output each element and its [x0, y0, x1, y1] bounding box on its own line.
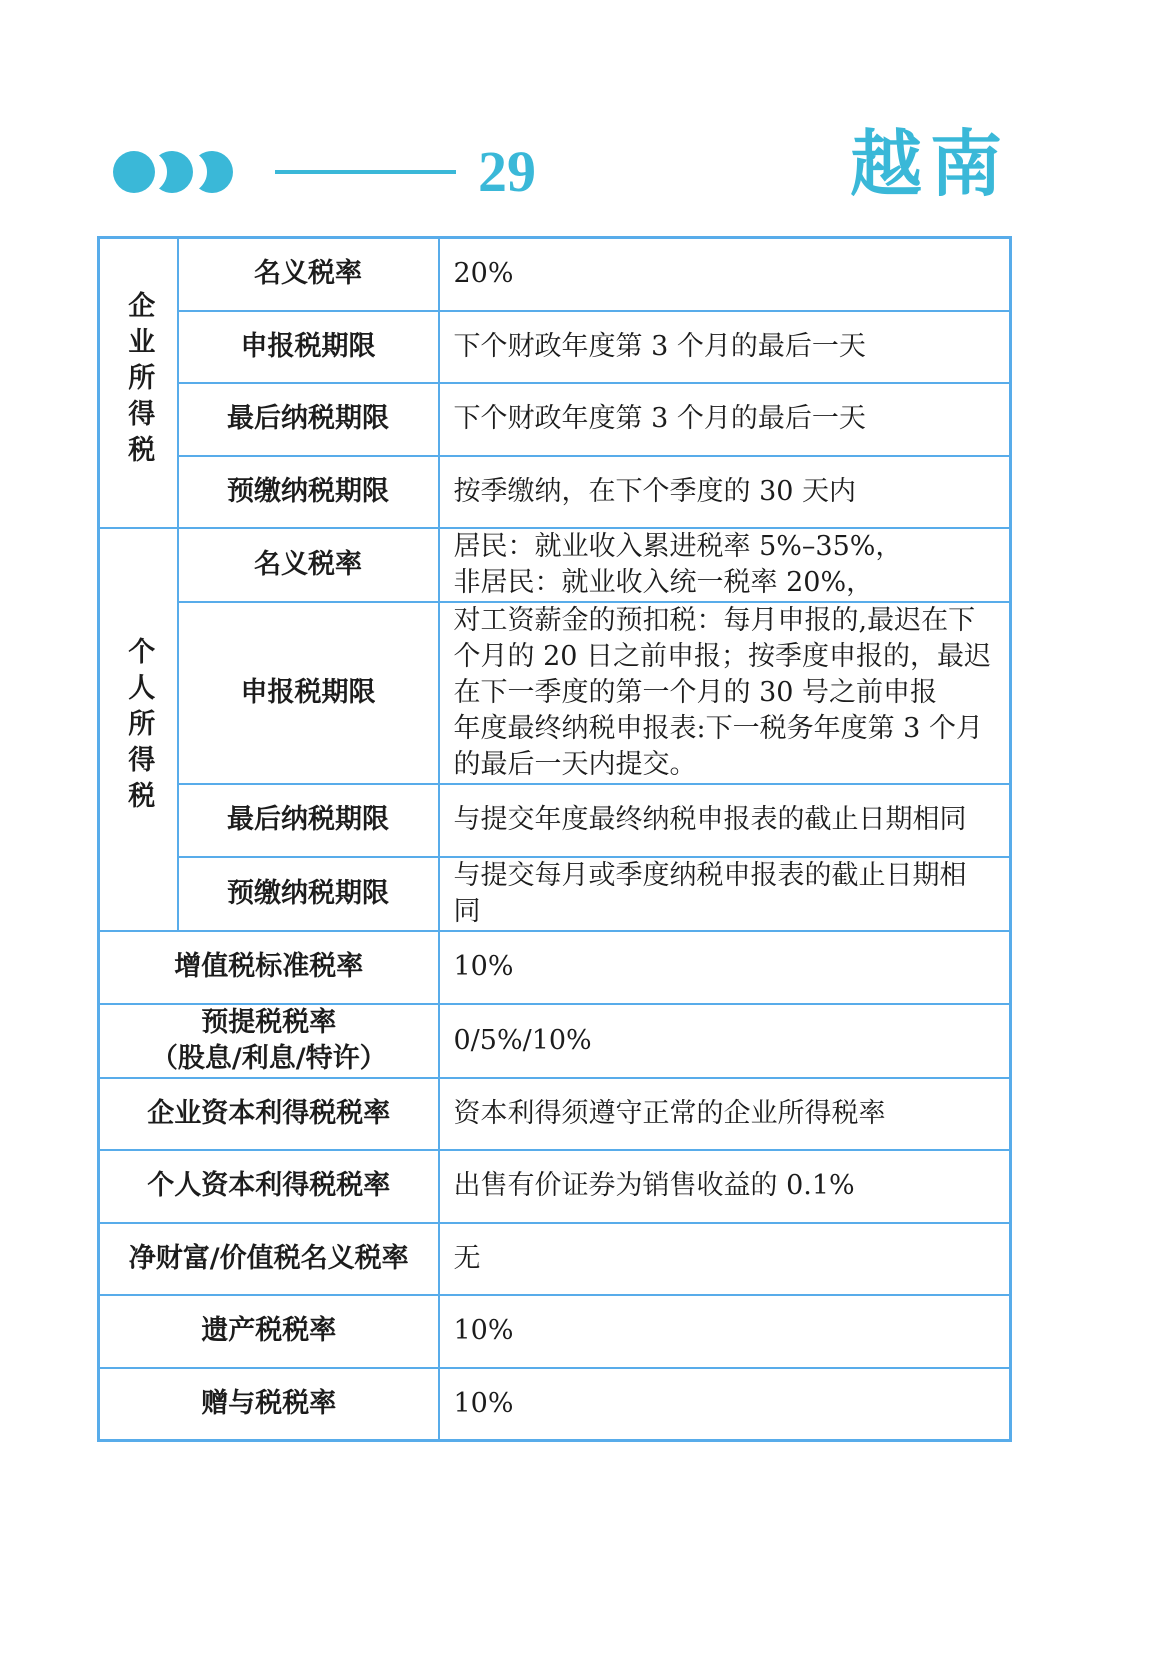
table-row: [99, 238, 1011, 311]
row-label: 预缴纳税期限: [178, 857, 439, 931]
group-label: 个人所得税: [123, 637, 155, 817]
group-cell-personal-income-tax: [99, 528, 178, 931]
table-row: [99, 383, 1011, 456]
value-line: 0/5%/10%: [453, 1024, 592, 1056]
row-value: [439, 602, 1011, 784]
row-label: 最后纳税期限: [178, 784, 439, 857]
label-line: 预提税税率: [201, 1006, 337, 1038]
value-line: 的最后一天内提交。: [453, 748, 697, 780]
row-label: [99, 1150, 439, 1223]
row-value: [439, 1223, 1011, 1295]
table-row: [99, 857, 1011, 931]
row-value: [439, 931, 1011, 1004]
row-value: [439, 857, 1011, 931]
row-label: [99, 1295, 439, 1368]
value-line: 10%: [453, 1387, 514, 1419]
table-row: [99, 1004, 1011, 1078]
row-label: 最后纳税期限: [178, 383, 439, 456]
row-value: [439, 311, 1011, 383]
value-line: 20%: [453, 258, 514, 290]
page-number: 29: [478, 139, 536, 204]
row-label: 申报税期限: [178, 602, 439, 784]
row-value: [439, 383, 1011, 456]
label-line: （股息/利息/特许）: [150, 1042, 387, 1074]
value-line: 非居民：就业收入统一税率 20%，: [453, 566, 874, 598]
table-row: [99, 1368, 1011, 1441]
table-row: [99, 311, 1011, 383]
label-line: 个人资本利得税税率: [147, 1170, 391, 1201]
crescent-icon: [159, 151, 193, 193]
crescent-icon: [199, 151, 233, 193]
label-line: 赠与税税率: [201, 1387, 337, 1419]
table-row: [99, 456, 1011, 528]
row-value: [439, 238, 1011, 311]
label-line: 企业资本利得税税率: [147, 1097, 391, 1129]
row-value: [439, 456, 1011, 528]
value-line: 对工资薪金的预扣税：每月申报的,最迟在下: [453, 604, 976, 636]
value-line: 与提交年度最终纳税申报表的截止日期相同: [453, 804, 967, 835]
group-cell-corporate-income-tax: [99, 238, 178, 528]
value-line: 居民：就业收入累进税率 5%–35%，: [453, 530, 903, 562]
row-label: [99, 1368, 439, 1441]
row-label: [99, 931, 439, 1004]
value-line: 同: [453, 895, 481, 927]
value-line: 10%: [453, 1315, 514, 1346]
table-row: [99, 784, 1011, 857]
table-row: [99, 528, 1011, 602]
tax-table: [97, 236, 1012, 1442]
table-row: [99, 1150, 1011, 1223]
group-label: 企业所得税: [123, 290, 155, 471]
row-label: [99, 1078, 439, 1150]
row-value: [439, 1150, 1011, 1223]
label-line: 增值税标准税率: [174, 951, 364, 982]
row-value: [439, 1004, 1011, 1078]
value-line: 在下一季度的第一个月的 30 号之前申报: [453, 676, 938, 708]
row-value: [439, 528, 1011, 602]
country-title: 越南: [850, 121, 1011, 206]
value-line: 下个财政年度第 3 个月的最后一天: [453, 330, 866, 362]
row-value: [439, 1295, 1011, 1368]
row-label: 申报税期限: [178, 311, 439, 383]
label-line: 净财富/价值税名义税率: [128, 1242, 409, 1274]
value-line: 无: [453, 1242, 481, 1274]
value-line: 年度最终纳税申报表:下一税务年度第 3 个月: [453, 712, 983, 744]
row-value: [439, 1368, 1011, 1441]
table-row: [99, 1295, 1011, 1368]
row-label: [99, 1223, 439, 1295]
dot-icon: [113, 151, 155, 193]
table-row: [99, 1223, 1011, 1295]
value-line: 10%: [453, 951, 514, 982]
value-line: 资本利得须遵守正常的企业所得税率: [453, 1097, 886, 1129]
value-line: 出售有价证券为销售收益的 0.1%: [453, 1170, 855, 1201]
table-row: [99, 931, 1011, 1004]
row-value: [439, 784, 1011, 857]
table-row: [99, 1078, 1011, 1150]
value-line: 个月的 20 日之前申报；按季度申报的，最迟: [453, 640, 992, 672]
row-value: [439, 1078, 1011, 1150]
value-line: 与提交每月或季度纳税申报表的截止日期相: [453, 859, 967, 891]
value-line: 下个财政年度第 3 个月的最后一天: [453, 403, 866, 434]
table-row: [99, 602, 1011, 784]
label-line: 遗产税税率: [201, 1315, 337, 1346]
row-label: 名义税率: [178, 528, 439, 602]
value-line: 按季缴纳，在下个季度的 30 天内: [453, 475, 857, 507]
row-label: 名义税率: [178, 238, 439, 311]
row-label: [99, 1004, 439, 1078]
row-label: 预缴纳税期限: [178, 456, 439, 528]
